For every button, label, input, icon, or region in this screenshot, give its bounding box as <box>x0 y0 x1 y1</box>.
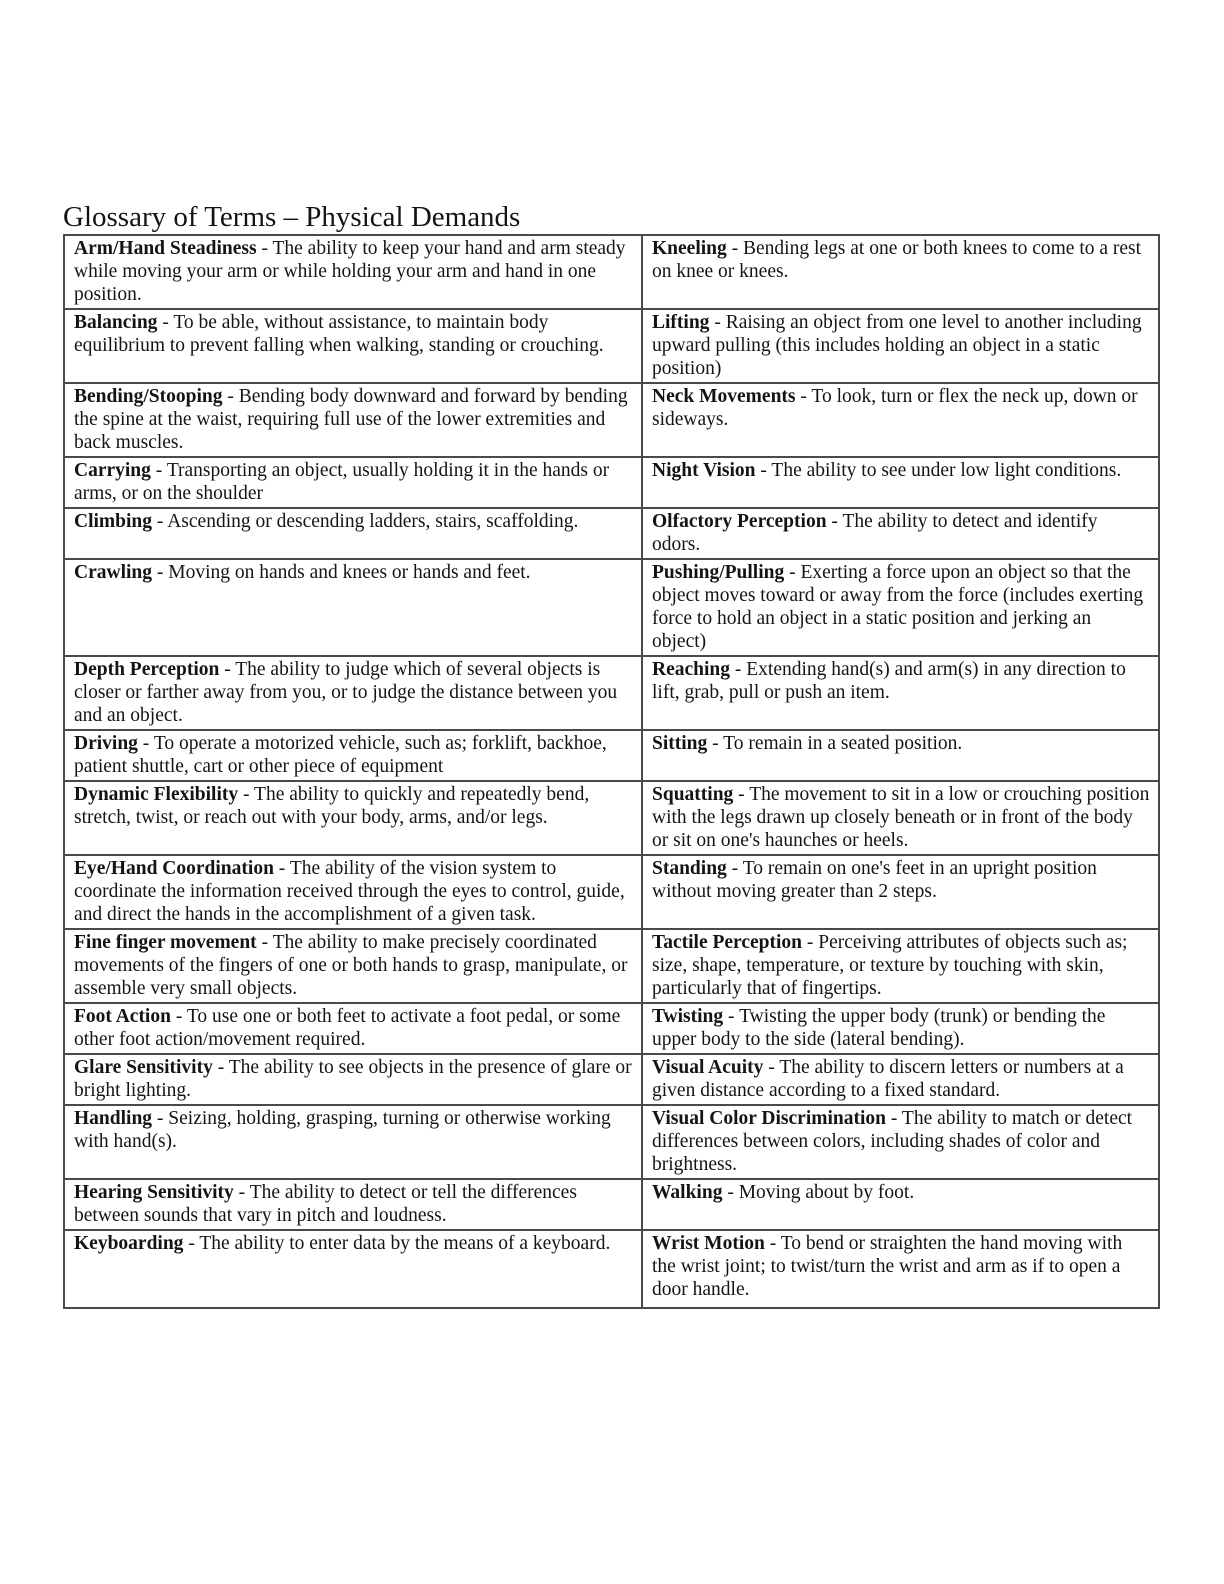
term-separator: - <box>155 460 163 481</box>
table-row <box>64 656 1159 730</box>
glossary-document <box>63 201 1159 1309</box>
term-separator: - <box>768 1057 775 1078</box>
glossary-cell-left <box>64 730 642 781</box>
term-definition: Transporting an object, usually holding it in the hands or arms, or on the shoulder <box>74 460 610 504</box>
glossary-cell-left <box>64 855 642 929</box>
term-label: Twisting <box>652 1006 724 1027</box>
term-separator: - <box>162 312 169 333</box>
term-definition: The ability to discern letters or numbers at a given distance according to a fixed standard. <box>652 1057 1124 1101</box>
term-separator: - <box>188 1233 195 1254</box>
term-separator: - <box>789 562 796 583</box>
glossary-cell-left <box>64 559 642 656</box>
term-label: Crawling <box>74 562 152 583</box>
table-row <box>64 1054 1159 1105</box>
term-separator: - <box>714 312 721 333</box>
term-label: Keyboarding <box>74 1233 184 1254</box>
term-label: Arm/Hand Steadiness <box>74 238 257 259</box>
term-label: Squatting <box>652 784 734 805</box>
glossary-cell-left <box>64 1230 642 1308</box>
term-label: Fine finger movement <box>74 932 257 953</box>
term-separator: - <box>156 562 164 583</box>
term-definition: The ability to keep your hand and arm steady while moving your arm or while holding your arm and hand in one position. <box>74 238 626 305</box>
term-separator: - <box>217 1057 225 1078</box>
term-label: Depth Perception <box>74 659 220 680</box>
table-row <box>64 309 1159 383</box>
term-definition: To remain on one's feet in an upright position without moving greater than 2 steps. <box>652 858 1097 902</box>
term-label: Carrying <box>74 460 151 481</box>
term-definition: To be able, without assistance, to maintain body equilibrium to prevent falling when walking, standing or crouching. <box>74 312 604 356</box>
term-separator: - <box>175 1006 183 1027</box>
term-label: Night Vision <box>652 460 756 481</box>
glossary-cell-right <box>642 730 1159 781</box>
term-separator: - <box>760 460 767 481</box>
table-row <box>64 1105 1159 1179</box>
glossary-cell-left <box>64 309 642 383</box>
term-separator: - <box>278 858 286 879</box>
glossary-cell-left <box>64 929 642 1003</box>
term-separator: - <box>142 733 150 754</box>
term-definition: The ability to quickly and repeatedly bend, stretch, twist, or reach out with your body, arms, and/or legs. <box>74 784 590 828</box>
term-definition: Exerting a force upon an object so that the object moves toward or away from the force (includes exerting force to hold an object in a static position and jerking an object) <box>652 562 1144 652</box>
table-row <box>64 781 1159 855</box>
glossary-cell-right <box>642 1179 1159 1230</box>
term-definition: Extending hand(s) and arm(s) in any direction to lift, grab, pull or push an item. <box>652 659 1126 703</box>
term-label: Eye/Hand Coordination <box>74 858 274 879</box>
glossary-cell-right <box>642 235 1159 309</box>
term-definition: The movement to sit in a low or crouching position with the legs drawn up closely beneath or in front of the body or sit on one's haunches or heels. <box>652 784 1150 851</box>
glossary-cell-right <box>642 457 1159 508</box>
glossary-cell-right <box>642 781 1159 855</box>
term-label: Driving <box>74 733 138 754</box>
glossary-cell-left <box>64 656 642 730</box>
term-label: Standing <box>652 858 727 879</box>
term-definition: To bend or straighten the hand moving with the wrist joint; to twist/turn the wrist and arm as if to open a door handle. <box>652 1233 1123 1300</box>
table-row <box>64 1179 1159 1230</box>
term-separator: - <box>731 238 739 259</box>
term-label: Pushing/Pulling <box>652 562 785 583</box>
term-label: Neck Movements <box>652 386 796 407</box>
term-label: Foot Action <box>74 1006 171 1027</box>
term-label: Lifting <box>652 312 710 333</box>
glossary-cell-right <box>642 559 1159 656</box>
term-separator: - <box>156 1108 164 1129</box>
glossary-cell-right <box>642 1054 1159 1105</box>
term-label: Sitting <box>652 733 708 754</box>
term-definition: The ability to see objects in the presence of glare or bright lighting. <box>74 1057 632 1101</box>
term-label: Visual Color Discrimination <box>652 1108 887 1129</box>
term-separator: - <box>738 784 745 805</box>
glossary-cell-left <box>64 508 642 559</box>
term-definition: To operate a motorized vehicle, such as; forklift, backhoe, patient shuttle, cart or other piece of equipment <box>74 733 607 777</box>
table-row <box>64 457 1159 508</box>
term-separator: - <box>261 932 269 953</box>
term-label: Wrist Motion <box>652 1233 765 1254</box>
term-label: Dynamic Flexibility <box>74 784 239 805</box>
term-definition: Raising an object from one level to another including upward pulling (this includes holding an object in a static position) <box>652 312 1142 379</box>
term-separator: - <box>261 238 268 259</box>
glossary-cell-left <box>64 1105 642 1179</box>
term-separator: - <box>243 784 250 805</box>
term-label: Climbing <box>74 511 153 532</box>
table-row <box>64 1003 1159 1054</box>
glossary-cell-right <box>642 1003 1159 1054</box>
term-label: Bending/Stooping <box>74 386 223 407</box>
term-separator: - <box>731 858 739 879</box>
table-row <box>64 855 1159 929</box>
term-definition: The ability to see under low light conditions. <box>771 460 1122 481</box>
glossary-cell-left <box>64 1003 642 1054</box>
term-separator: - <box>769 1233 777 1254</box>
term-label: Visual Acuity <box>652 1057 764 1078</box>
glossary-cell-right <box>642 508 1159 559</box>
glossary-cell-left <box>64 383 642 457</box>
term-definition: Seizing, holding, grasping, turning or otherwise working with hand(s). <box>74 1108 611 1152</box>
glossary-cell-right <box>642 309 1159 383</box>
term-separator: - <box>238 1182 246 1203</box>
term-separator: - <box>890 1108 898 1129</box>
term-label: Glare Sensitivity <box>74 1057 213 1078</box>
table-row <box>64 508 1159 559</box>
glossary-cell-right <box>642 656 1159 730</box>
table-row <box>64 929 1159 1003</box>
glossary-cell-right <box>642 855 1159 929</box>
term-separator: - <box>831 511 838 532</box>
table-row <box>64 1230 1159 1308</box>
term-definition: To look, turn or flex the neck up, down or sideways. <box>652 386 1138 430</box>
term-separator: - <box>712 733 719 754</box>
term-separator: - <box>800 386 807 407</box>
page-title: Glossary of Terms – Physical Demands <box>63 201 521 233</box>
glossary-cell-right <box>642 1230 1159 1308</box>
glossary-table-body <box>64 235 1159 1308</box>
term-label: Reaching <box>652 659 730 680</box>
term-separator: - <box>734 659 742 680</box>
glossary-table <box>63 234 1160 1309</box>
term-definition: The ability to judge which of several objects is closer or farther away from you, or to judge the distance between you and an object. <box>74 659 618 726</box>
term-label: Hearing Sensitivity <box>74 1182 234 1203</box>
term-definition: Bending legs at one or both knees to come to a rest on knee or knees. <box>652 238 1142 282</box>
term-definition: The ability to make precisely coordinated movements of the fingers of one or both hands to grasp, manipulate, or assemble very small objects. <box>74 932 628 999</box>
term-label: Kneeling <box>652 238 727 259</box>
term-definition: The ability to enter data by the means of a keyboard. <box>199 1233 611 1254</box>
term-definition: To remain in a seated position. <box>723 733 963 754</box>
term-separator: - <box>224 659 231 680</box>
glossary-cell-left <box>64 1054 642 1105</box>
table-row <box>64 559 1159 656</box>
term-label: Olfactory Perception <box>652 511 827 532</box>
term-separator: - <box>806 932 814 953</box>
glossary-cell-right <box>642 929 1159 1003</box>
term-label: Walking <box>652 1182 723 1203</box>
glossary-cell-left <box>64 457 642 508</box>
term-definition: Moving on hands and knees or hands and feet. <box>168 562 531 583</box>
glossary-cell-right <box>642 383 1159 457</box>
table-row <box>64 383 1159 457</box>
term-definition: Twisting the upper body (trunk) or bending the upper body to the side (lateral bending). <box>652 1006 1106 1050</box>
term-separator: - <box>728 1006 735 1027</box>
term-separator: - <box>727 1182 734 1203</box>
term-definition: Perceiving attributes of objects such as; size, shape, temperature, or texture by touching with skin, particularly that of fingertips. <box>652 932 1128 999</box>
term-definition: To use one or both feet to activate a foot pedal, or some other foot action/movement required. <box>74 1006 621 1050</box>
term-label: Tactile Perception <box>652 932 803 953</box>
term-separator: - <box>156 511 164 532</box>
glossary-cell-left <box>64 781 642 855</box>
term-definition: Ascending or descending ladders, stairs, scaffolding. <box>167 511 579 532</box>
term-definition: The ability to match or detect differences between colors, including shades of color and brightness. <box>652 1108 1133 1175</box>
glossary-cell-right <box>642 1105 1159 1179</box>
term-definition: The ability to detect or tell the differences between sounds that vary in pitch and loudness. <box>74 1182 577 1226</box>
glossary-cell-left <box>64 1179 642 1230</box>
table-row <box>64 730 1159 781</box>
term-label: Balancing <box>74 312 158 333</box>
term-definition: The ability of the vision system to coordinate the information received through the eyes to control, guide, and direct the hands in the accomplishment of a given task. <box>74 858 625 925</box>
table-row <box>64 235 1159 309</box>
term-separator: - <box>227 386 234 407</box>
term-definition: Moving about by foot. <box>738 1182 915 1203</box>
glossary-cell-left <box>64 235 642 309</box>
term-definition: Bending body downward and forward by bending the spine at the waist, requiring full use of the lower extremities and back muscles. <box>74 386 628 453</box>
term-definition: The ability to detect and identify odors. <box>652 511 1098 555</box>
term-label: Handling <box>74 1108 153 1129</box>
